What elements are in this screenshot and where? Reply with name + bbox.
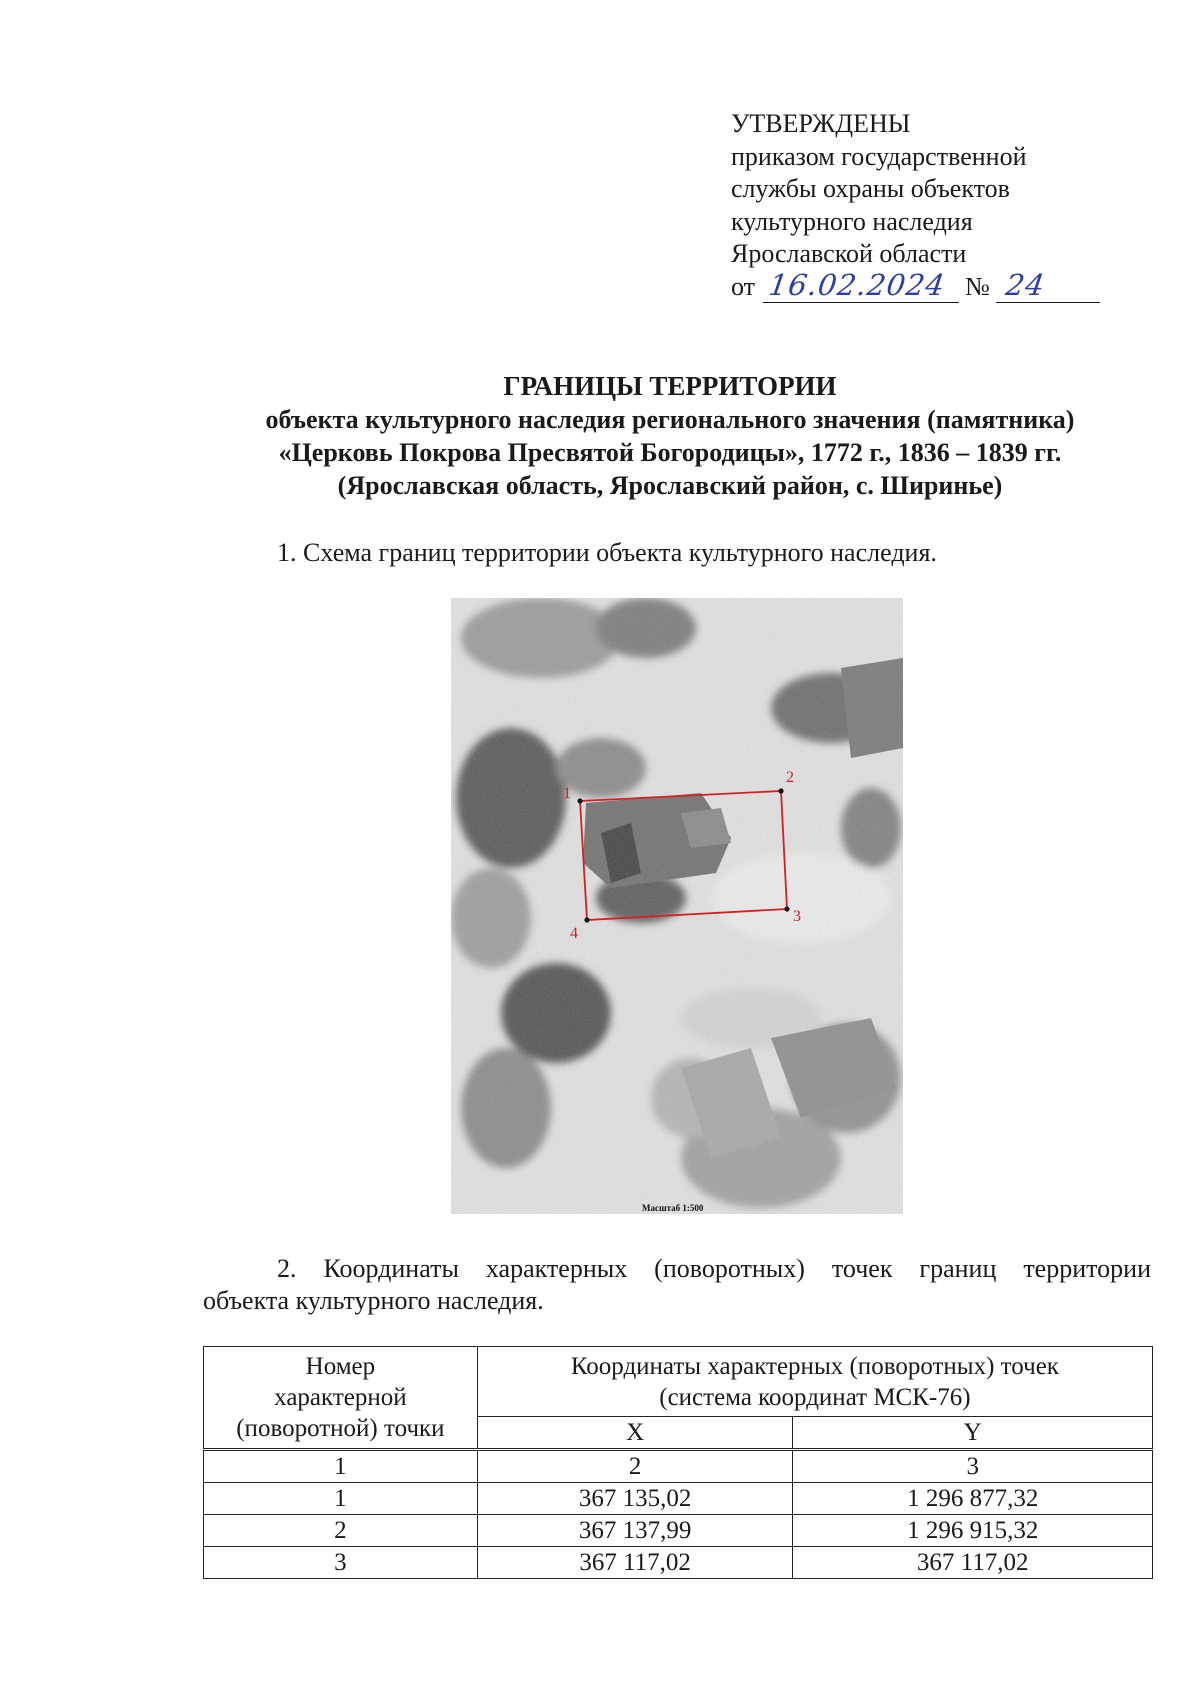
title-line-2: объекта культурного наследия регионального значения (памятника) — [265, 405, 1075, 434]
title-line-1: ГРАНИЦЫ ТЕРРИТОРИИ — [503, 371, 837, 401]
approval-line: культурного наследия — [731, 206, 973, 236]
section-2-line-1: 2. Координаты характерных (поворотных) точек границ территории — [277, 1254, 1151, 1283]
approval-line: службы охраны объектов — [731, 174, 1010, 203]
handwritten-date: 16.02.2024 — [766, 267, 948, 302]
date-prefix: от — [731, 271, 756, 301]
header-y: Y — [793, 1417, 1153, 1450]
table-cell: 367 135,02 — [477, 1483, 793, 1515]
table-cell: 367 117,02 — [477, 1547, 793, 1579]
approval-line: Ярославской области — [731, 239, 967, 268]
boundary-vertex — [778, 788, 783, 793]
point-label-3: 3 — [793, 908, 801, 925]
coordinates-table — [203, 1346, 1153, 1579]
table-cell: 367 137,99 — [477, 1515, 793, 1547]
number-prefix: № — [965, 271, 990, 301]
handwritten-number: 24 — [1003, 267, 1048, 302]
title-line-3: «Церковь Покрова Пресвятой Богородицы», 1772 г., 1836 – 1839 гг. — [278, 438, 1062, 467]
header-text: характерной — [274, 1384, 407, 1411]
table-cell: 2 — [204, 1515, 478, 1547]
point-label-4: 4 — [570, 925, 578, 942]
table-row — [204, 1483, 1153, 1515]
boundary-scheme-map — [451, 598, 903, 1214]
column-numbering-row — [204, 1450, 1153, 1483]
map-grain — [451, 598, 903, 1214]
approval-line: приказом государственной — [731, 141, 1027, 171]
table-cell: 3 — [793, 1450, 1153, 1483]
header-text: Номер — [305, 1353, 376, 1380]
number-field — [996, 267, 1100, 303]
header-text: Координаты характерных (поворотных) точек — [570, 1352, 1059, 1380]
boundary-vertex — [584, 917, 589, 922]
header-x: X — [477, 1417, 793, 1450]
map-scale-label: Масштаб 1:500 — [642, 1203, 704, 1213]
table-row — [204, 1515, 1153, 1547]
title-line-4: (Ярославская область, Ярославский район, с. Ширинье) — [337, 471, 1003, 500]
table-cell: 1 296 877,32 — [793, 1483, 1153, 1515]
date-field — [763, 267, 959, 303]
point-label-1: 1 — [563, 785, 571, 802]
header-text: (система координат МСК-76) — [659, 1383, 971, 1411]
header-text: (поворотной) точки — [236, 1415, 445, 1442]
header-coordinates-group — [477, 1347, 1152, 1417]
header-point-number — [204, 1347, 478, 1450]
document-title — [0, 370, 1200, 502]
point-label-2: 2 — [786, 769, 794, 786]
section-1-heading: 1. Схема границ территории объекта культурного наследия. — [277, 538, 937, 567]
table-cell: 1 296 915,32 — [793, 1515, 1153, 1547]
boundary-vertex — [577, 798, 582, 803]
table-row — [204, 1547, 1153, 1579]
boundary-vertex — [784, 906, 789, 911]
table-cell: 1 — [204, 1483, 478, 1515]
section-2-line-2: объекта культурного наследия. — [203, 1286, 544, 1315]
table-cell: 3 — [204, 1547, 478, 1579]
table-cell: 1 — [204, 1450, 478, 1483]
table-cell: 367 117,02 — [793, 1547, 1153, 1579]
approval-block — [731, 108, 1100, 303]
table-cell: 2 — [477, 1450, 793, 1483]
approval-date-line — [731, 267, 1100, 304]
section-2-heading — [203, 1253, 1151, 1317]
approval-heading: УТВЕРЖДЕНЫ — [731, 109, 911, 138]
